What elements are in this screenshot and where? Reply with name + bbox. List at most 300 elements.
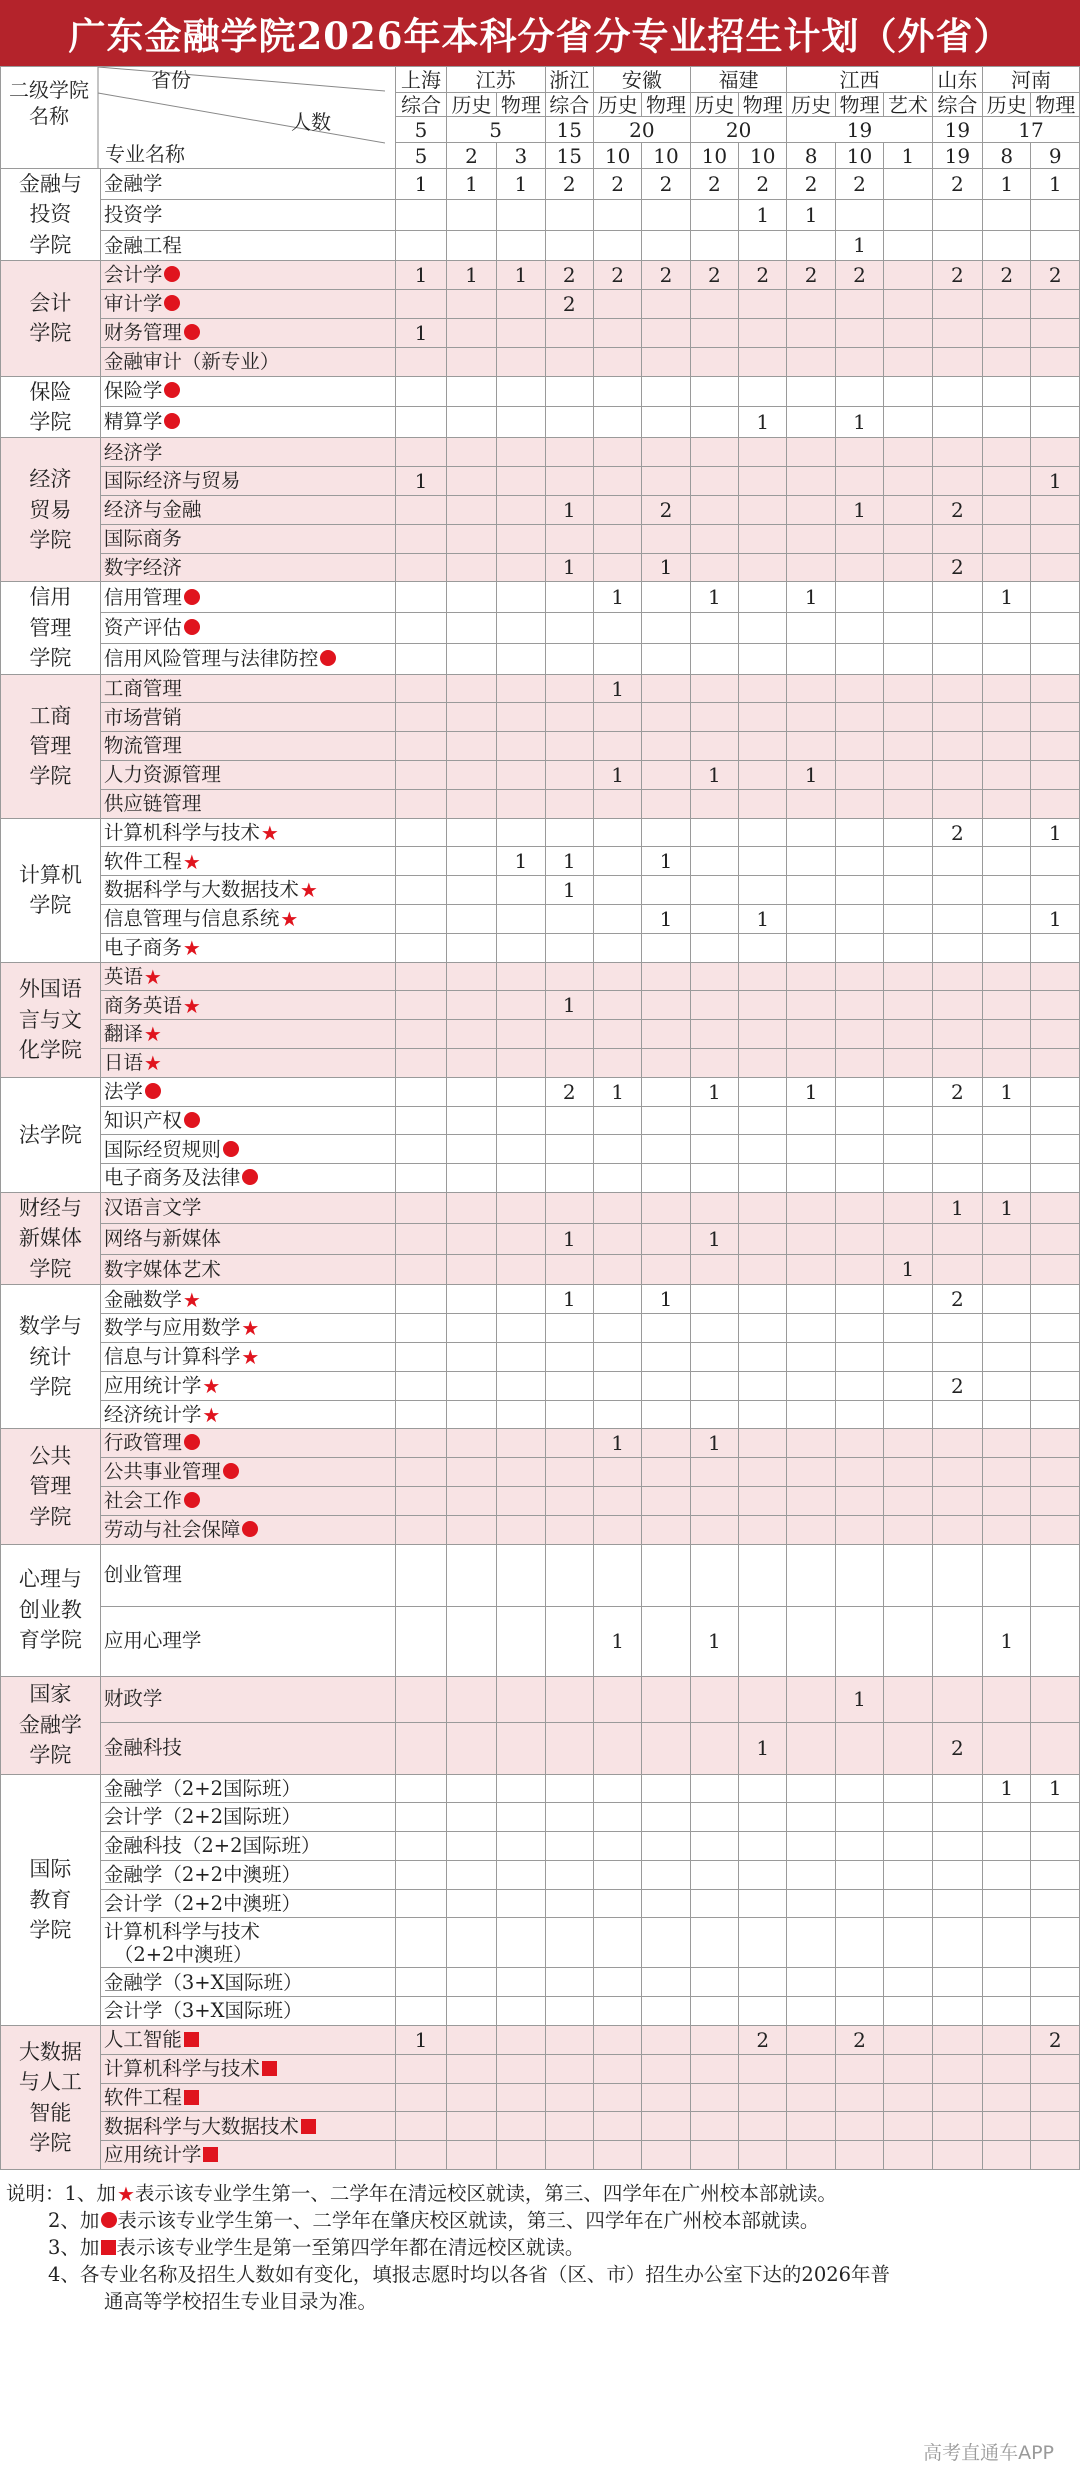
college-name [1, 1429, 101, 1544]
college-name-line: 学院 [29, 1256, 72, 1281]
quota-cell [690, 1458, 738, 1487]
quota-cell [787, 703, 835, 732]
table-row [1, 1049, 1080, 1078]
quota-cell [396, 1193, 446, 1224]
subject-9: 物理 [835, 93, 883, 117]
quota-cell [446, 933, 496, 962]
quota-cell [787, 1223, 835, 1254]
quota-cell [787, 643, 835, 674]
quota-cell [690, 553, 738, 582]
quota-cell [642, 991, 690, 1020]
college-name [1, 1544, 101, 1676]
province-total-7: 17 [983, 117, 1080, 143]
quota-cell [787, 467, 835, 496]
quota-cell [396, 1889, 446, 1918]
quota-cell [593, 524, 641, 553]
quota-cell [884, 703, 932, 732]
college-name [1, 169, 101, 261]
major-name [100, 1774, 395, 1803]
square-icon [301, 2119, 316, 2134]
page-title: 广东金融学院2026年本科分省分专业招生计划（外省） [0, 0, 1080, 66]
quota-cell [835, 347, 883, 376]
quota-cell [835, 467, 883, 496]
quota-cell [396, 789, 446, 818]
quota-cell [396, 1285, 446, 1314]
major-name [100, 1968, 395, 1997]
quota-cell [739, 1515, 787, 1544]
quota-cell [446, 1285, 496, 1314]
quota-cell [446, 1832, 496, 1861]
quota-cell [690, 933, 738, 962]
quota-cell [739, 1164, 787, 1193]
quota-cell [446, 1193, 496, 1224]
quota-cell [545, 1676, 593, 1722]
quota-cell: 2 [932, 1285, 982, 1314]
quota-cell [932, 1106, 982, 1135]
quota-cell [932, 933, 982, 962]
major-label: 国际商务 [103, 526, 182, 550]
quota-cell [642, 1077, 690, 1106]
quota-cell: 1 [642, 1285, 690, 1314]
quota-cell [497, 347, 545, 376]
quota-cell [983, 290, 1031, 319]
quota-cell [545, 1400, 593, 1429]
subject-10: 艺术 [884, 93, 932, 117]
table-row [1, 732, 1080, 761]
corner-province-label: 省份 [151, 68, 191, 92]
major-name [100, 2083, 395, 2112]
quota-cell [739, 2054, 787, 2083]
major-name [100, 905, 395, 934]
table-row [1, 1722, 1080, 1774]
quota-cell [739, 732, 787, 761]
quota-cell [690, 962, 738, 991]
quota-cell [884, 1544, 932, 1606]
college-name-line: 公共 [29, 1443, 72, 1468]
college-name [1, 674, 101, 818]
quota-cell [1031, 1676, 1080, 1722]
quota-cell [1031, 2141, 1080, 2170]
quota-cell [835, 1223, 883, 1254]
quota-cell [1031, 582, 1080, 613]
quota-cell [1031, 290, 1080, 319]
quota-cell [983, 1832, 1031, 1861]
major-name [100, 1285, 395, 1314]
table-row [1, 1860, 1080, 1889]
quota-cell: 1 [642, 553, 690, 582]
major-name [100, 1106, 395, 1135]
quota-cell [642, 1193, 690, 1224]
quota-cell [593, 1049, 641, 1078]
quota-cell: 1 [1031, 467, 1080, 496]
quota-cell [396, 1020, 446, 1049]
quota-cell [545, 1164, 593, 1193]
circle-icon [184, 1434, 200, 1450]
province-3: 安徽 [593, 67, 690, 93]
note-4-line-1: 4、各专业名称及招生人数如有变化，填报志愿时均以各省（区、市）招生办公室下达的2026年普 [48, 2263, 891, 2287]
quota-cell [593, 613, 641, 644]
quota-cell [642, 2026, 690, 2055]
quota-cell [1031, 1164, 1080, 1193]
quota-cell [1031, 876, 1080, 905]
quota-cell [497, 613, 545, 644]
quota-cell: 1 [690, 1606, 738, 1676]
major-name [100, 1135, 395, 1164]
quota-cell [690, 2054, 738, 2083]
quota-cell: 1 [884, 1254, 932, 1285]
major-label: 会计学（2+2中澳班） [103, 1891, 302, 1915]
circle-icon [320, 650, 336, 666]
quota-cell [787, 1164, 835, 1193]
subject-11: 综合 [932, 93, 982, 117]
quota-cell [593, 438, 641, 467]
quota-cell: 2 [739, 169, 787, 200]
quota-cell [983, 1371, 1031, 1400]
quota-cell [396, 847, 446, 876]
quota-cell [642, 1544, 690, 1606]
quota-cell [642, 1106, 690, 1135]
quota-cell [983, 495, 1031, 524]
quota-cell [446, 318, 496, 347]
quota-cell [396, 1371, 446, 1400]
quota-cell [787, 1832, 835, 1861]
quota-cell [983, 1400, 1031, 1429]
quota-cell [787, 1254, 835, 1285]
quota-cell [593, 1515, 641, 1544]
quota-cell [787, 318, 835, 347]
quota-cell [835, 1285, 883, 1314]
quota-cell: 1 [545, 495, 593, 524]
table-row [1, 1106, 1080, 1135]
quota-cell [835, 1803, 883, 1832]
quota-cell [545, 643, 593, 674]
quota-cell [593, 1918, 641, 1968]
table-row [1, 169, 1080, 200]
quota-cell [642, 1223, 690, 1254]
quota-cell [884, 1889, 932, 1918]
table-row [1, 1997, 1080, 2026]
quota-cell [787, 406, 835, 437]
quota-cell [983, 2112, 1031, 2141]
quota-cell [884, 991, 932, 1020]
quota-cell [642, 1860, 690, 1889]
quota-cell [545, 962, 593, 991]
major-name [100, 1860, 395, 1889]
quota-cell [545, 230, 593, 261]
quota-cell [932, 789, 982, 818]
quota-cell [932, 582, 982, 613]
quota-cell [739, 1606, 787, 1676]
quota-cell [690, 1889, 738, 1918]
quota-cell [446, 991, 496, 1020]
quota-cell [690, 905, 738, 934]
quota-cell [690, 1676, 738, 1722]
quota-cell [739, 1968, 787, 1997]
quota-cell [396, 290, 446, 319]
quota-cell [835, 761, 883, 790]
major-label: 金融工程 [103, 233, 182, 257]
quota-cell [932, 347, 982, 376]
quota-cell [446, 1020, 496, 1049]
quota-cell: 1 [593, 674, 641, 703]
quota-cell [884, 1458, 932, 1487]
quota-cell [787, 1314, 835, 1343]
quota-cell [983, 1135, 1031, 1164]
quota-cell [983, 1314, 1031, 1343]
quota-cell [497, 991, 545, 1020]
quota-cell [396, 1803, 446, 1832]
college-name-line: 学院 [29, 1504, 72, 1529]
quota-cell [787, 495, 835, 524]
quota-cell: 1 [545, 1223, 593, 1254]
quota-cell [739, 2083, 787, 2112]
quota-cell [787, 524, 835, 553]
quota-cell [593, 1722, 641, 1774]
quota-cell [1031, 1486, 1080, 1515]
province-2: 浙江 [545, 67, 593, 93]
major-label: 经济学 [103, 440, 163, 464]
quota-cell: 1 [739, 406, 787, 437]
quota-cell: 1 [787, 199, 835, 230]
quota-cell [642, 761, 690, 790]
major-name [100, 674, 395, 703]
major-name [100, 2026, 395, 2055]
college-name [1, 1774, 101, 2026]
quota-cell [497, 1429, 545, 1458]
table-row [1, 1077, 1080, 1106]
table-row [1, 230, 1080, 261]
quota-cell [593, 376, 641, 406]
quota-cell [787, 1106, 835, 1135]
quota-cell [497, 674, 545, 703]
quota-cell [497, 1803, 545, 1832]
quota-cell [932, 1342, 982, 1371]
quota-cell [545, 524, 593, 553]
quota-cell [1031, 1515, 1080, 1544]
major-label: 英语 [103, 964, 143, 988]
square-icon [184, 2090, 199, 2105]
major-name [100, 438, 395, 467]
quota-cell [545, 2026, 593, 2055]
quota-cell [642, 376, 690, 406]
college-name [1, 376, 101, 438]
quota-cell [884, 582, 932, 613]
quota-cell: 1 [545, 847, 593, 876]
quota-cell [884, 406, 932, 437]
quota-cell [642, 1486, 690, 1515]
quota-cell: 1 [446, 169, 496, 200]
header-corner [1, 67, 396, 169]
quota-cell [593, 818, 641, 847]
quota-cell [739, 376, 787, 406]
quota-cell [690, 1918, 738, 1968]
quota-cell [835, 2141, 883, 2170]
quota-cell [835, 674, 883, 703]
quota-cell [932, 2083, 982, 2112]
quota-cell [690, 1193, 738, 1224]
quota-cell [497, 1774, 545, 1803]
college-name [1, 962, 101, 1077]
college-name [1, 438, 101, 582]
subject-8: 历史 [787, 93, 835, 117]
quota-cell [396, 376, 446, 406]
quota-cell [497, 1722, 545, 1774]
quota-cell [1031, 703, 1080, 732]
subtotal-2: 3 [497, 143, 545, 169]
quota-cell [1031, 438, 1080, 467]
major-label: 金融学（3+X国际班） [103, 1970, 303, 1994]
quota-cell [739, 674, 787, 703]
major-label: 日语 [103, 1051, 143, 1075]
quota-cell [545, 818, 593, 847]
quota-cell [396, 1254, 446, 1285]
quota-cell [642, 2141, 690, 2170]
subtotal-4: 10 [593, 143, 641, 169]
quota-cell [446, 789, 496, 818]
quota-cell [983, 1458, 1031, 1487]
note-3-prefix: 3、加 [48, 2236, 100, 2260]
corner-count-label: 人数 [291, 110, 331, 134]
major-label: 精算学 [103, 410, 163, 434]
quota-cell [884, 318, 932, 347]
quota-cell [642, 876, 690, 905]
quota-cell [884, 438, 932, 467]
quota-cell [396, 962, 446, 991]
province-5: 江西 [787, 67, 932, 93]
quota-cell: 2 [983, 261, 1031, 290]
quota-cell [545, 347, 593, 376]
quota-cell [446, 1803, 496, 1832]
quota-cell [983, 732, 1031, 761]
table-row [1, 1803, 1080, 1832]
quota-cell [932, 318, 982, 347]
quota-cell [835, 818, 883, 847]
quota-cell [545, 1722, 593, 1774]
quota-cell [932, 290, 982, 319]
quota-cell [983, 1020, 1031, 1049]
province-total-4: 20 [690, 117, 787, 143]
circle-icon [164, 382, 180, 398]
quota-cell [545, 1458, 593, 1487]
quota-cell [1031, 1429, 1080, 1458]
quota-cell [884, 1342, 932, 1371]
college-name-line: 贸易 [29, 497, 72, 522]
major-name-line: 计算机科学与技术 [103, 1919, 260, 1943]
college-name-line: 数学与 [18, 1314, 82, 1339]
quota-cell [593, 1254, 641, 1285]
quota-cell [396, 761, 446, 790]
table-row [1, 643, 1080, 674]
quota-cell [932, 230, 982, 261]
quota-cell: 2 [593, 261, 641, 290]
quota-cell [690, 1400, 738, 1429]
quota-cell: 1 [593, 1429, 641, 1458]
major-name [100, 1889, 395, 1918]
quota-cell [884, 847, 932, 876]
quota-cell [545, 1342, 593, 1371]
quota-cell [835, 1997, 883, 2026]
college-name-line: 新媒体 [18, 1226, 82, 1251]
quota-cell [545, 1254, 593, 1285]
quota-cell: 1 [690, 1077, 738, 1106]
note-2-text: 表示该专业学生第一、二学年在肇庆校区就读，第三、四学年在广州校本部就读。 [117, 2209, 820, 2233]
quota-cell [396, 674, 446, 703]
major-label: 法学 [103, 1080, 143, 1103]
quota-cell [787, 1285, 835, 1314]
major-label: 国际经贸规则 [103, 1137, 221, 1161]
star-icon: ★ [260, 820, 279, 845]
quota-cell [396, 1918, 446, 1968]
quota-cell [690, 1515, 738, 1544]
quota-cell [642, 1254, 690, 1285]
major-label: 保险学 [103, 379, 163, 403]
quota-cell [884, 2083, 932, 2112]
quota-cell [593, 1544, 641, 1606]
quota-cell [396, 1722, 446, 1774]
major-name-line: （2+2中澳班） [113, 1942, 253, 1966]
quota-cell [396, 1135, 446, 1164]
notes [0, 2170, 1080, 2315]
province-total-5: 19 [787, 117, 932, 143]
quota-cell [545, 1515, 593, 1544]
college-name-line: 信用 [29, 585, 72, 610]
quota-cell [739, 1832, 787, 1861]
quota-cell [739, 876, 787, 905]
college-name-line: 大数据 [18, 2039, 82, 2064]
quota-cell [690, 1020, 738, 1049]
table-row [1, 1606, 1080, 1676]
quota-cell [739, 1803, 787, 1832]
quota-cell [396, 582, 446, 613]
major-label: 人工智能 [103, 2028, 182, 2052]
quota-cell [884, 818, 932, 847]
quota-cell [642, 2112, 690, 2141]
quota-cell [787, 1544, 835, 1606]
quota-cell [1031, 789, 1080, 818]
quota-cell: 2 [593, 169, 641, 200]
quota-cell [983, 2141, 1031, 2170]
quota-cell [983, 1918, 1031, 1968]
major-label: 金融学 [103, 172, 163, 196]
college-name-line: 工商 [29, 703, 72, 728]
quota-cell: 2 [787, 169, 835, 200]
quota-cell [932, 1544, 982, 1606]
quota-cell [835, 1774, 883, 1803]
quota-cell [739, 1371, 787, 1400]
quota-cell [787, 1997, 835, 2026]
quota-cell [642, 1774, 690, 1803]
quota-cell [497, 1860, 545, 1889]
circle-icon [164, 295, 180, 311]
quota-cell [497, 1400, 545, 1429]
quota-cell [396, 347, 446, 376]
quota-cell [396, 703, 446, 732]
quota-cell [739, 643, 787, 674]
star-icon: ★ [241, 1345, 260, 1370]
quota-cell [446, 613, 496, 644]
college-name-line: 法学院 [18, 1122, 82, 1147]
quota-cell [983, 1342, 1031, 1371]
quota-cell [642, 674, 690, 703]
quota-cell [1031, 761, 1080, 790]
quota-cell [884, 1223, 932, 1254]
major-name [100, 1606, 395, 1676]
quota-cell [787, 347, 835, 376]
quota-cell [642, 1400, 690, 1429]
quota-cell [545, 2083, 593, 2112]
notes-label: 说明： [6, 2182, 65, 2206]
quota-cell [787, 1371, 835, 1400]
